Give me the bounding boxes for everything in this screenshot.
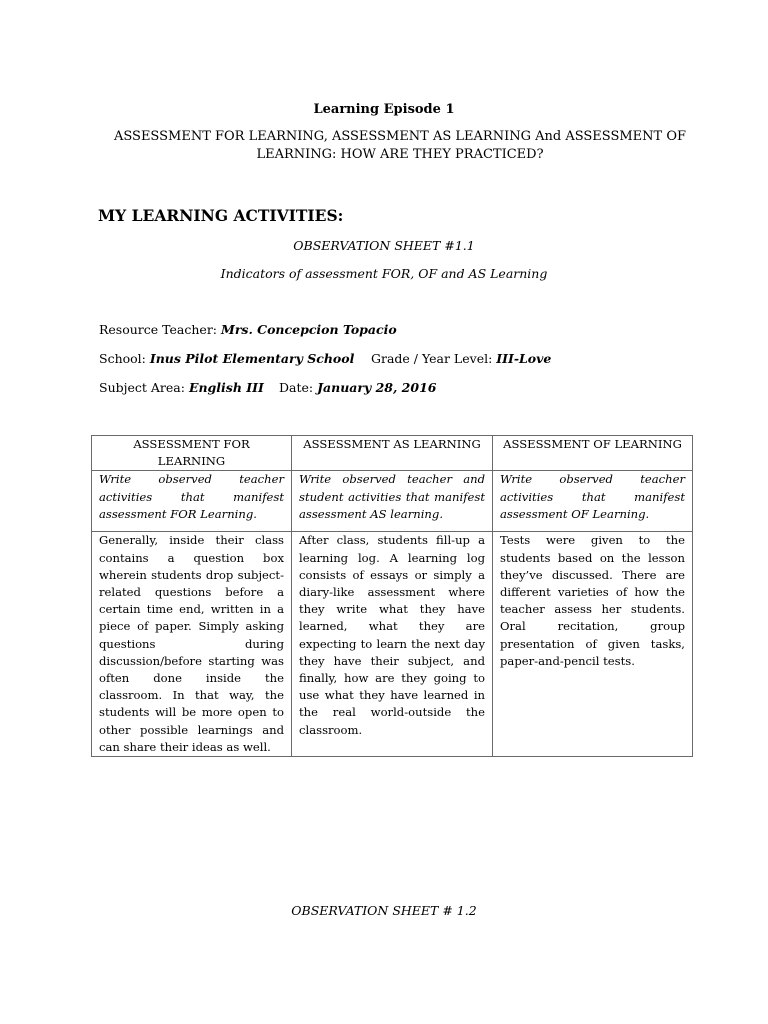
instruction-cell-for: Write observed teacher activities that manifest assessment FOR Learning. [92, 471, 292, 532]
date-label: Date: [279, 380, 318, 395]
table-row [92, 532, 693, 757]
table-header-row [92, 436, 693, 471]
school-line [99, 351, 354, 366]
grade-label: Grade / Year Level: [371, 351, 497, 366]
observation-cell-of: Tests were given to the students based on the lesson they’ve discussed. There are different varieties of how the teacher assess her students. Oral recitation, group presentation of given tasks, paper-and-pencil tests. [493, 532, 693, 757]
date-line [279, 380, 436, 395]
subject-label: Subject Area: [99, 380, 189, 395]
header-cell-of: ASSESSMENT OF LEARNING [493, 436, 693, 471]
grade-line [371, 351, 551, 366]
school-label: School: [99, 351, 150, 366]
subject-value: English III [188, 380, 264, 395]
document-title: ASSESSMENT FOR LEARNING, ASSESSMENT AS LEARNING And ASSESSMENT OF LEARNING: HOW ARE THEY PRACTICED? [113, 129, 687, 162]
episode-title: Learning Episode 1 [313, 102, 455, 117]
header-cell-for: ASSESSMENT FOR LEARNING [92, 436, 292, 471]
observation-cell-as: After class, students fill-up a learning log. A learning log consists of essays or simply a diary-like assessment where they write what they have learned, what they are expecting to learn the next day they have their subject, and finally, how are they going to use what they have learned in the real world-outside the classroom. [292, 532, 493, 757]
observation-sheet-2-label: OBSERVATION SHEET # 1.2 [291, 903, 477, 918]
resource-teacher-value: Mrs. Concepcion Topacio [220, 322, 397, 337]
school-value: Inus Pilot Elementary School [149, 351, 355, 366]
section-heading: MY LEARNING ACTIVITIES: [98, 206, 344, 225]
resource-teacher-line [99, 322, 397, 337]
subject-line [99, 380, 264, 395]
table-instruction-row [92, 471, 693, 532]
instruction-cell-as: Write observed teacher and student activities that manifest assessment AS learning. [292, 471, 493, 532]
header-cell-as: ASSESSMENT AS LEARNING [292, 436, 493, 471]
observation-sheet-subtitle: Indicators of assessment FOR, OF and AS Learning [220, 266, 548, 281]
instruction-cell-of: Write observed teacher activities that manifest assessment OF Learning. [493, 471, 693, 532]
resource-teacher-label: Resource Teacher: [99, 322, 221, 337]
observation-cell-for: Generally, inside their class contains a question box wherein students drop subject-related questions before a certain time end, written in a piece of paper. Simply asking questions during discussion/before starting was often done inside the classroom. In that way, the students will be more open to other possible learnings and can share their ideas as well. [92, 532, 292, 757]
date-value: January 28, 2016 [317, 380, 437, 395]
observation-sheet-label: OBSERVATION SHEET #1.1 [293, 238, 475, 253]
grade-value: III-Love [496, 351, 552, 366]
observation-table [91, 435, 693, 757]
